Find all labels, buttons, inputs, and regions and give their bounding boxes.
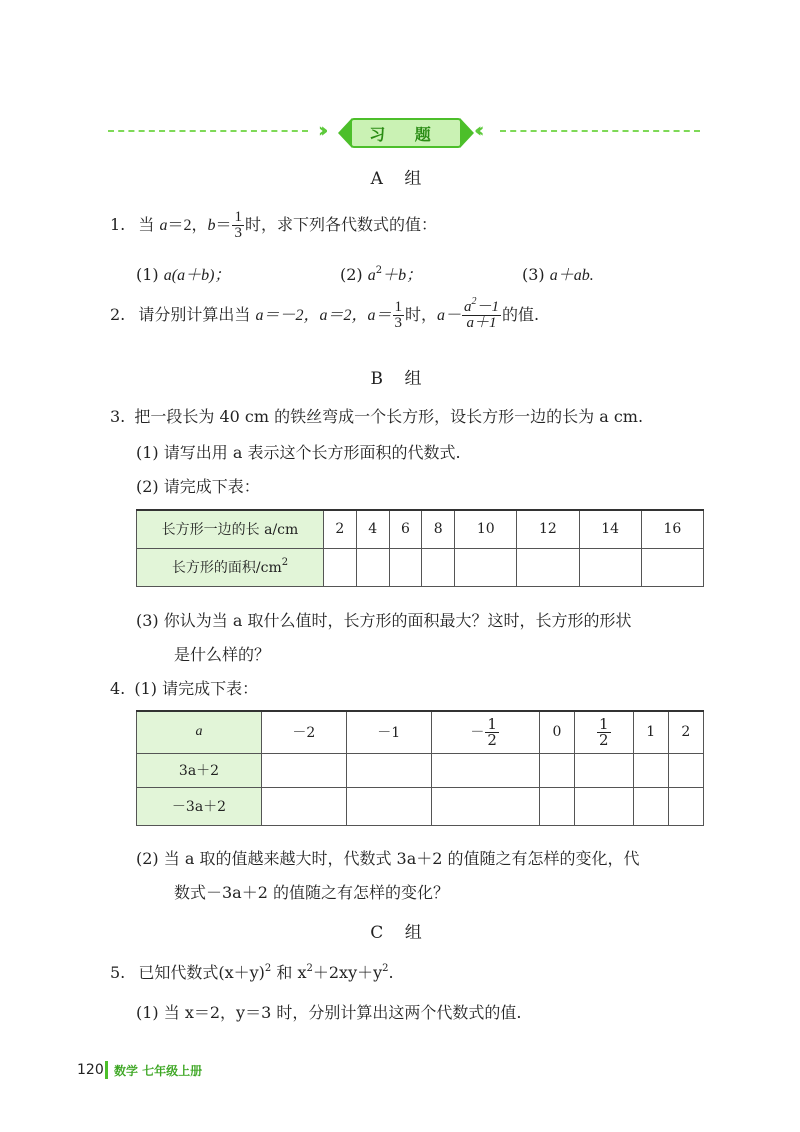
q1-pre: 当 (138, 215, 160, 234)
q3-cell: 16 (641, 510, 703, 548)
q3-sub-2: (2) 请完成下表： (136, 477, 260, 496)
q3-empty-cell (455, 548, 517, 586)
q4-sub-2-line1: (2) 当 a 取的值越来越大时，代数式 3a＋2 的值随之有怎样的变化，代 (136, 849, 640, 868)
q4-table (136, 710, 704, 826)
footer-divider (105, 1061, 108, 1079)
q1-number: 1. (110, 215, 126, 234)
q3-row1-header: 长方形一边的长 a/cm (137, 510, 324, 548)
q3-empty-cell (356, 548, 389, 586)
q1-fraction: $\frac{1}{3}$ (234, 209, 242, 241)
q1-post: 时，求下列各代数式的值： (244, 215, 437, 234)
q1-sub-2: (2) $a^2+b$； (340, 265, 423, 284)
q4-col: －1 (346, 711, 431, 753)
chevron-left-icon: ‹‹ (474, 118, 479, 142)
q4-col: －2 (262, 711, 347, 753)
q1-eq1: ＝2， (167, 217, 208, 234)
q3-cell: 10 (455, 510, 517, 548)
q3-sub-3-line1: (3) 你认为当 a 取什么值时，长方形的面积最大？这时，长方形的形状 (136, 611, 632, 630)
q3-cell: 8 (422, 510, 455, 548)
q4-header-a: a (137, 711, 262, 753)
page-number: 120 (77, 1062, 104, 1078)
q4-header-neg-3a-plus-2: －3a＋2 (137, 787, 262, 825)
q2-fraction: $\frac{1}{3}$ (394, 299, 402, 331)
q1-sub-1: (1) a(a＋b)； (136, 265, 231, 284)
q4-col: 0 (539, 711, 574, 753)
q3-empty-cell (422, 548, 455, 586)
banner-tip-right (460, 118, 474, 148)
q3-empty-cell (579, 548, 641, 586)
q4-col: 1 (633, 711, 668, 753)
chevron-right-icon: ›› (318, 118, 323, 142)
question-2: 2. 请分别计算出当 a＝－2，a＝2，a＝ $\frac{1}{3}$ 时，a－ $\frac{a^2-1}{a+1}$ 的值. (110, 296, 540, 331)
question-3: 3. 把一段长为 40 cm 的铁丝弯成一个长方形，设长方形一边的长为 a cm. (110, 407, 644, 426)
q1-eq2: ＝ (215, 217, 232, 234)
q4-col: 2 (668, 711, 703, 753)
q3-table (136, 509, 704, 587)
header-title: 习 题 (350, 118, 462, 148)
q3-cell: 14 (579, 510, 641, 548)
header-dash-right (500, 130, 700, 132)
q3-cell: 2 (324, 510, 357, 548)
group-b-heading: B 组 (370, 369, 430, 389)
q3-empty-cell (389, 548, 422, 586)
q2-expr-fraction: $\frac{a^2-1}{a+1}$ (464, 296, 500, 331)
q3-sub-1: (1) 请写出用 a 表示这个长方形面积的代数式. (136, 443, 461, 462)
group-a-heading: A 组 (370, 169, 430, 189)
q3-cell: 4 (356, 510, 389, 548)
header-dash-left (108, 130, 308, 132)
question-5: 5. 已知代数式$(x+y)^2$ 和 $x^2+2xy+y^2$. (110, 963, 394, 982)
q3-cell: 12 (517, 510, 579, 548)
question-4: 4. (1) 请完成下表： (110, 679, 259, 698)
q3-cell: 6 (389, 510, 422, 548)
q4-col: － $\frac{1}{2}$ (431, 711, 539, 753)
q3-row2-header: 长方形的面积$/cm^2$ (137, 548, 324, 586)
q3-empty-cell (324, 548, 357, 586)
q4-sub-2-line2: 数式－3a＋2 的值随之有怎样的变化？ (174, 883, 449, 902)
q3-empty-cell (641, 548, 703, 586)
q4-col: $\frac{1}{2}$ (574, 711, 633, 753)
q1-b: b (207, 217, 216, 234)
q5-sub-1: (1) 当 x＝2，y＝3 时，分别计算出这两个代数式的值. (136, 1003, 522, 1022)
q1-a: a (159, 217, 168, 234)
q4-header-3a-plus-2: 3a＋2 (137, 753, 262, 787)
q3-sub-3-line2: 是什么样的？ (174, 645, 271, 664)
q3-empty-cell (517, 548, 579, 586)
group-c-heading: C 组 (370, 923, 430, 943)
q1-sub-3: (3) a＋ab. (522, 265, 594, 284)
footer-book-title: 数学 七年级上册 (114, 1064, 203, 1078)
question-1 (110, 210, 437, 241)
